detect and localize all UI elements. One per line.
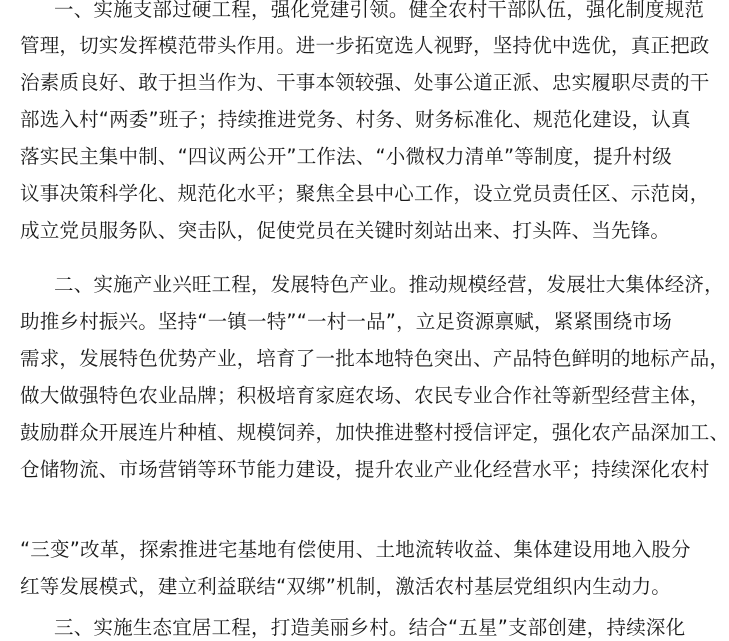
paragraph-1-line-6: 议事决策科学化、规范化水平；聚焦全县中心工作，设立党员责任区、示范岗， <box>20 182 710 205</box>
paragraph-2-line-8: 红等发展模式，建立利益联结“双绑”机制，激活农村基层党组织内生动力。 <box>20 575 672 598</box>
paragraph-1-line-4: 部选入村“两委”班子；持续推进党务、村务、财务标准化、规范化建设，认真 <box>20 108 691 131</box>
paragraph-3-line-1: 三、实施生态宜居工程，打造美丽乡村。结合“五星”支部创建，持续深化 <box>54 616 686 639</box>
paragraph-2-line-2: 助推乡村振兴。坚持“一镇一特”“一村一品”，立足资源禀赋，紧紧围绕市场 <box>20 310 672 333</box>
paragraph-1-line-1: 一、实施支部过硬工程，强化党建引领。健全农村干部队伍，强化制度规范 <box>54 0 705 21</box>
paragraph-2-line-3: 需求，发展特色优势产业，培育了一批本地特色突出、产品特色鲜明的地标产品， <box>20 347 729 370</box>
paragraph-2-line-7: “三变”改革，探索推进宅基地有偿使用、土地流转收益、集体建设用地入股分 <box>20 538 691 561</box>
paragraph-1-line-3: 治素质良好、敢于担当作为、干事本领较强、处事公道正派、忠实履职尽责的干 <box>20 71 710 94</box>
paragraph-2-line-4: 做大做强特色农业品牌；积极培育家庭农场、农民专业合作社等新型经营主体， <box>20 384 710 407</box>
paragraph-1-line-2: 管理，切实发挥模范带头作用。进一步拓宽选人视野，坚持优中选优，真正把政 <box>20 34 710 57</box>
paragraph-2-line-5: 鼓励群众开展连片种植、规模饲养，加快推进整村授信评定，强化农产品深加工、 <box>20 421 729 444</box>
paragraph-2-line-6: 仓储物流、市场营销等环节能力建设，提升农业产业化经营水平；持续深化农村 <box>20 458 710 481</box>
paragraph-1-line-5: 落实民主集中制、“四议两公开”工作法、“小微权力清单”等制度，提升村级 <box>20 145 672 168</box>
paragraph-2-line-1: 二、实施产业兴旺工程，发展特色产业。推动规模经营，发展壮大集体经济， <box>54 273 724 296</box>
paragraph-1-line-7: 成立党员服务队、突击队，促使党员在关键时刻站出来、打头阵、当先锋。 <box>20 219 671 242</box>
